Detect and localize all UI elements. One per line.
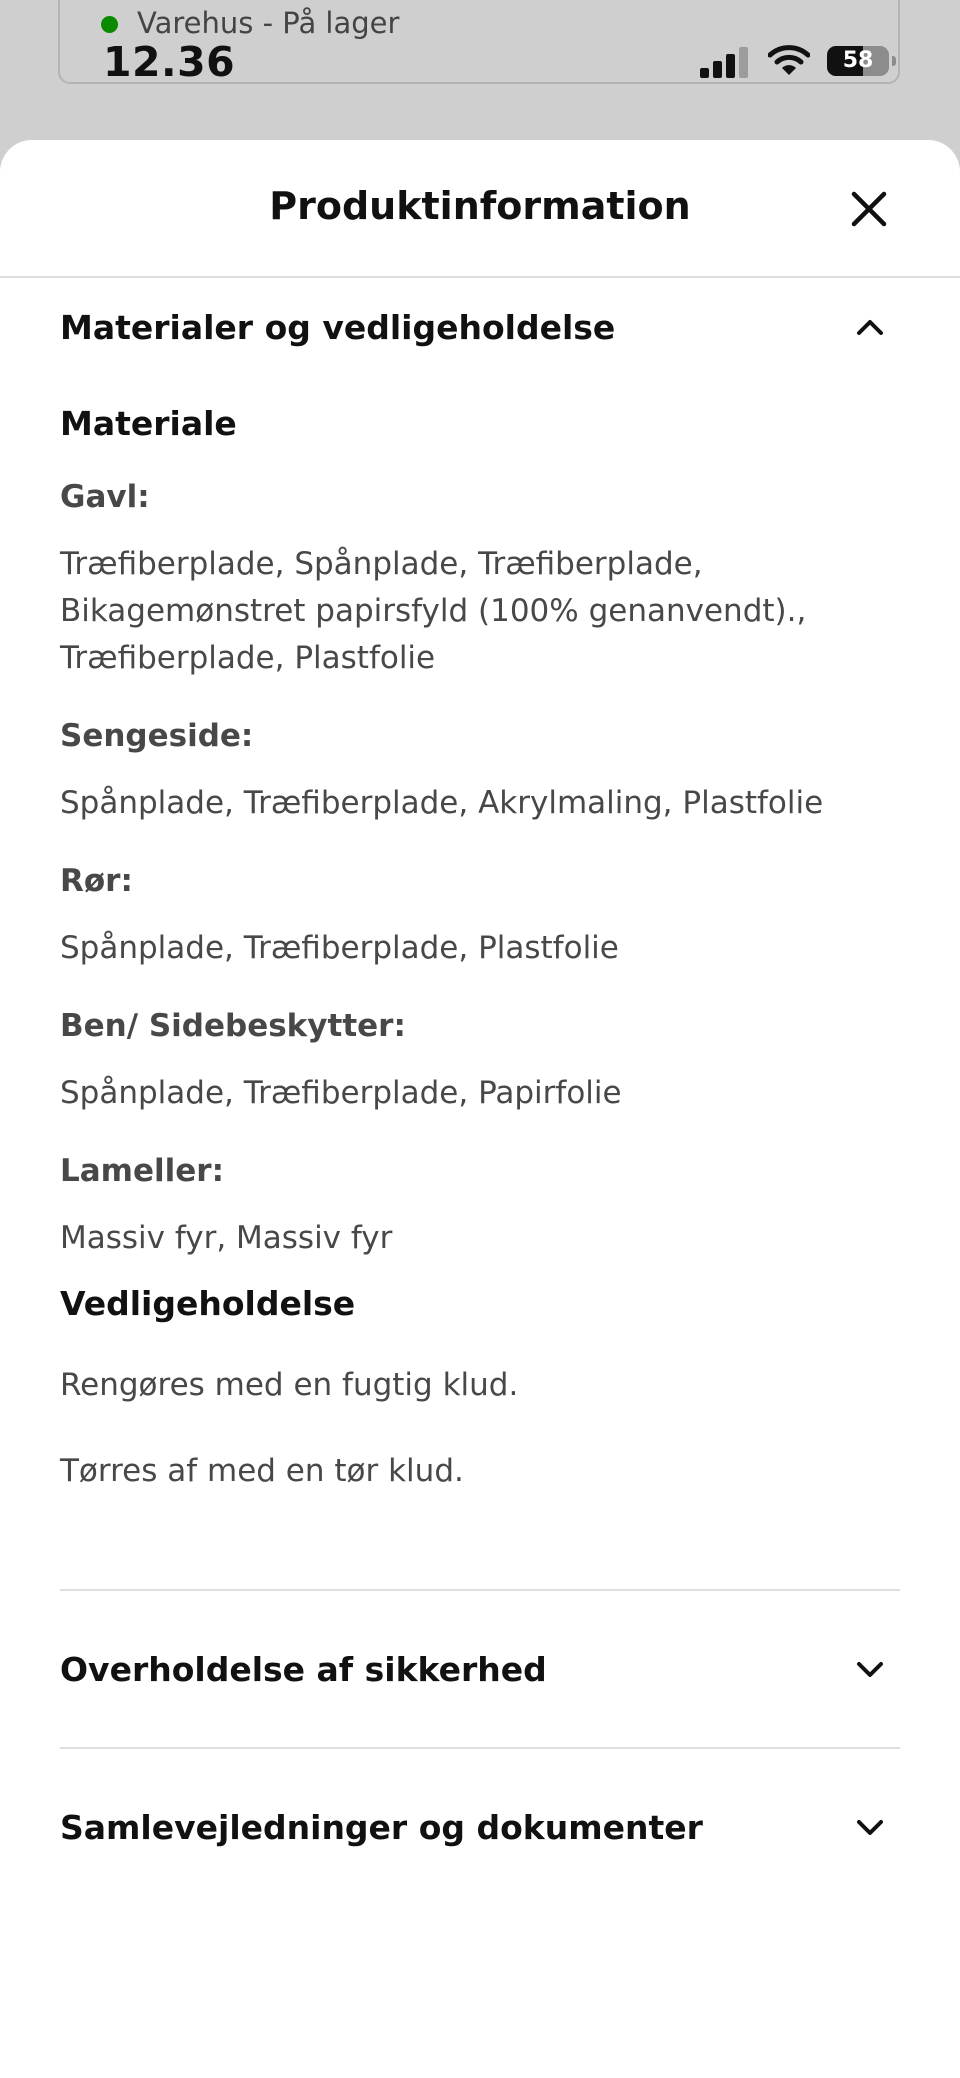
battery-icon bbox=[827, 46, 889, 76]
material-label: Ben/ Sidebeskytter: bbox=[60, 1008, 406, 1044]
material-value: Spånplade, Træfiberplade, Papirfolie bbox=[60, 1075, 622, 1111]
close-button[interactable] bbox=[844, 184, 894, 234]
material-group bbox=[60, 861, 900, 972]
accordion-safety-header[interactable] bbox=[60, 1591, 900, 1747]
wifi-icon bbox=[768, 42, 810, 78]
accordion-documents-header[interactable] bbox=[60, 1749, 900, 1905]
material-value: Spånplade, Træfiberplade, Akrylmaling, Plastfolie bbox=[60, 785, 824, 821]
battery-tip bbox=[892, 56, 896, 66]
close-icon bbox=[844, 184, 894, 234]
material-group bbox=[60, 716, 900, 827]
chevron-down-icon bbox=[852, 1651, 888, 1687]
accordion-materials-header[interactable] bbox=[60, 278, 900, 376]
accordion-documents-title: Samlevejledninger og dokumenter bbox=[60, 1807, 703, 1847]
material-group bbox=[60, 477, 900, 682]
material-group bbox=[60, 1151, 900, 1262]
chevron-up-icon bbox=[852, 309, 888, 345]
material-label: Sengeside: bbox=[60, 718, 254, 754]
sheet-header bbox=[0, 140, 960, 278]
material-label: Lameller: bbox=[60, 1153, 224, 1189]
sheet-title: Produktinformation bbox=[269, 184, 691, 228]
care-instruction: Tørres af med en tør klud. bbox=[60, 1453, 464, 1489]
accordion-safety-title: Overholdelse af sikkerhed bbox=[60, 1649, 547, 1689]
material-label: Rør: bbox=[60, 863, 133, 899]
material-label: Gavl: bbox=[60, 479, 150, 515]
cellular-signal-icon bbox=[700, 46, 752, 78]
status-bar-icons bbox=[700, 42, 900, 82]
product-info-sheet bbox=[0, 140, 960, 2078]
material-heading: Materiale bbox=[60, 404, 237, 443]
care-heading: Vedligeholdelse bbox=[60, 1284, 356, 1323]
accordion-materials-body bbox=[60, 404, 900, 1493]
material-group bbox=[60, 1006, 900, 1117]
status-bar-time: 12.36 bbox=[103, 38, 236, 86]
material-value: Spånplade, Træfiberplade, Plastfolie bbox=[60, 930, 619, 966]
chevron-down-icon bbox=[852, 1809, 888, 1845]
battery-level: 58 bbox=[842, 48, 874, 73]
accordion-materials-title: Materialer og vedligeholdelse bbox=[60, 307, 616, 347]
stock-status-text: Varehus - På lager bbox=[137, 6, 400, 40]
sheet-content bbox=[0, 278, 960, 1905]
material-value: Træfiberplade, Spånplade, Træfiberplade, Bikagemønstret papirsfyld (100% genanvendt)., Træfiberplade, Plastfolie bbox=[60, 546, 807, 676]
material-value: Massiv fyr, Massiv fyr bbox=[60, 1220, 393, 1256]
care-instruction: Rengøres med en fugtig klud. bbox=[60, 1367, 519, 1403]
stock-status-dot bbox=[101, 16, 118, 33]
